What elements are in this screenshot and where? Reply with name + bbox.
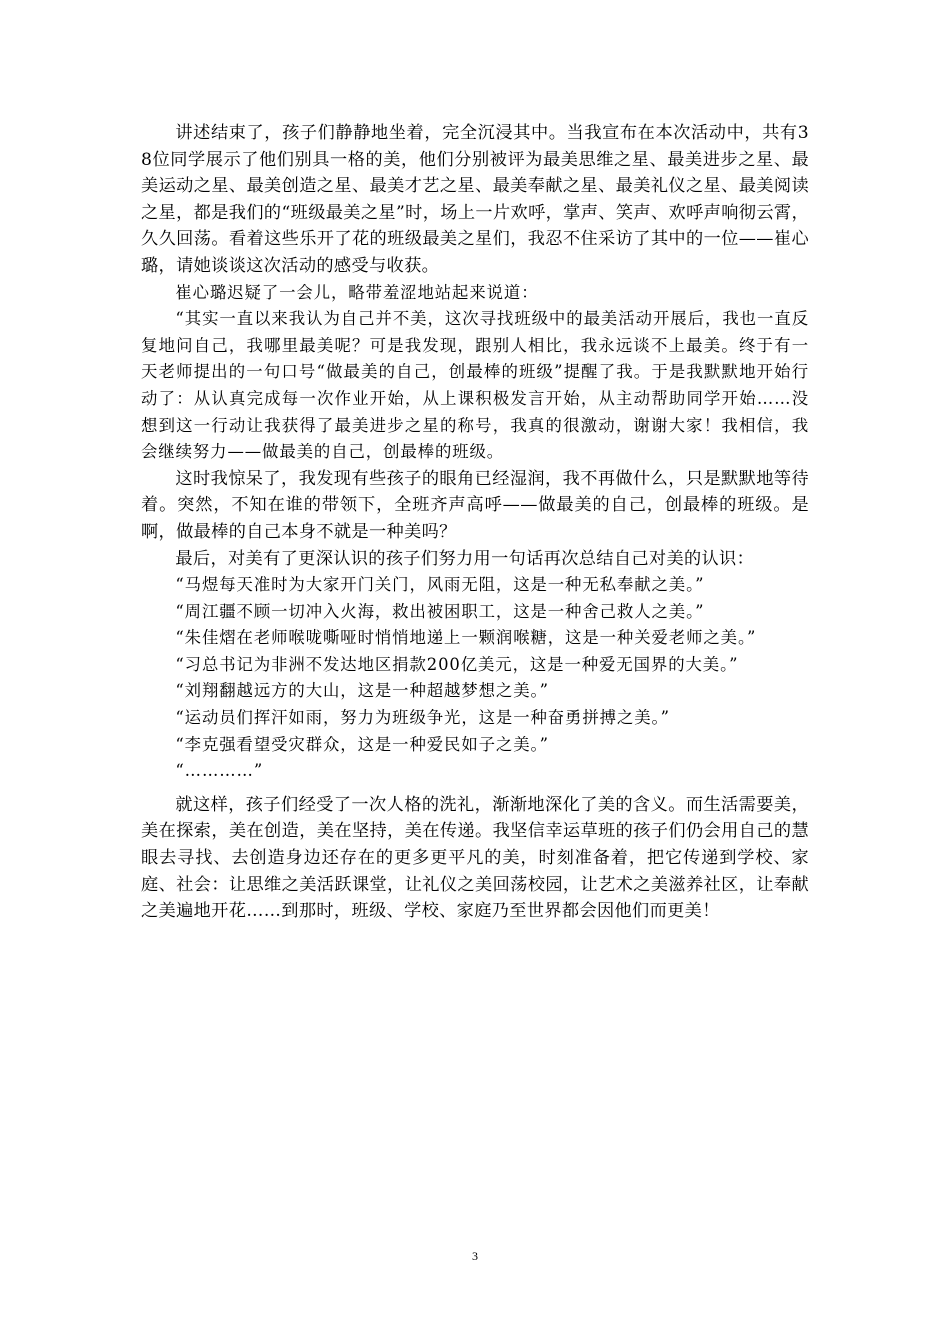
paragraph-conclusion: 就这样，孩子们经受了一次人格的洗礼，渐渐地深化了美的含义。而生活需要美，美在探索，美在创造，美在坚持，美在传递。我坚信幸运草班的孩子们仍会用自己的慧眼去寻找、去创造身边还存在的更多更平凡的美，时刻准备着，把它传递到学校、家庭、社会：让思维之美活跃课堂，让礼仪之美回荡校园，让艺术之美滋养社区，让奉献之美遍地开花……到那时，班级、学校、家庭乃至世界都会因他们而更美！ xyxy=(141,794,809,922)
quote-line: “周江疆不顾一切冲入火海，救出被困职工，这是一种舍己救人之美。” xyxy=(175,601,705,621)
paragraph-cui-xinlu-hesitates: 崔心璐迟疑了一会儿，略带羞涩地站起来说道： xyxy=(175,282,539,302)
quote-line: “李克强看望受灾群众，这是一种爱民如子之美。” xyxy=(175,734,549,754)
quote-line: “习总书记为非洲不发达地区捐款200亿美元，这是一种爱无国界的大美。” xyxy=(175,654,739,674)
page-number: 3 xyxy=(472,1249,478,1263)
paragraph-interview-intro: 讲述结束了，孩子们静静地坐着，完全沉浸其中。当我宣布在本次活动中，共有38位同学展示了他们别具一格的美，他们分别被评为最美思维之星、最美进步之星、最美运动之星、最美创造之星、最美才艺之星、最美奉献之星、最美礼仪之星、最美阅读之星，都是我们的“班级最美之星”时，场上一片欢呼，掌声、笑声、欢呼声响彻云霄，久久回荡。看着这些乐开了花的班级最美之星们，我忍不住采访了其中的一位——崔心璐，请她谈谈这次活动的感受与收获。 xyxy=(141,123,809,276)
quote-line: “马煜每天准时为大家开门关门，风雨无阻，这是一种无私奉献之美。” xyxy=(175,575,705,595)
quote-ellipsis: “…………” xyxy=(175,761,264,781)
document-body xyxy=(141,120,809,925)
quote-line: “刘翔翻越远方的大山，这是一种超越梦想之美。” xyxy=(175,681,549,701)
paragraph-class-reaction: 这时我惊呆了，我发现有些孩子的眼角已经湿润，我不再做什么，只是默默地等待着。突然，不知在谁的带领下，全班齐声高呼——做最美的自己，创最棒的班级。是啊，做最棒的自己本身不就是一种美吗？ xyxy=(141,468,809,542)
quote-line: “朱佳熠在老师喉咙嘶哑时悄悄地递上一颗润喉糖，这是一种关爱老师之美。” xyxy=(175,628,757,648)
quote-line: “运动员们挥汗如雨，努力为班级争光，这是一种奋勇拼搏之美。” xyxy=(175,708,670,728)
paragraph-cui-xinlu-speech: “其实一直以来我认为自己并不美，这次寻找班级中的最美活动开展后，我也一直反复地问自己，我哪里最美呢？可是我发现，跟别人相比，我永远谈不上最美。终于有一天老师提出的一句口号“做最美的自己，创最棒的班级”提醒了我。于是我默默地开始行动了：从认真完成每一次作业开始，从上课积极发言开始，从主动帮助同学开始……没想到这一行动让我获得了最美进步之星的称号，我真的很激动，谢谢大家！我相信，我会继续努力——做最美的自己，创最棒的班级。 xyxy=(141,309,809,462)
paragraph-summary-intro: 最后，对美有了更深认识的孩子们努力用一句话再次总结自己对美的认识： xyxy=(175,548,755,569)
